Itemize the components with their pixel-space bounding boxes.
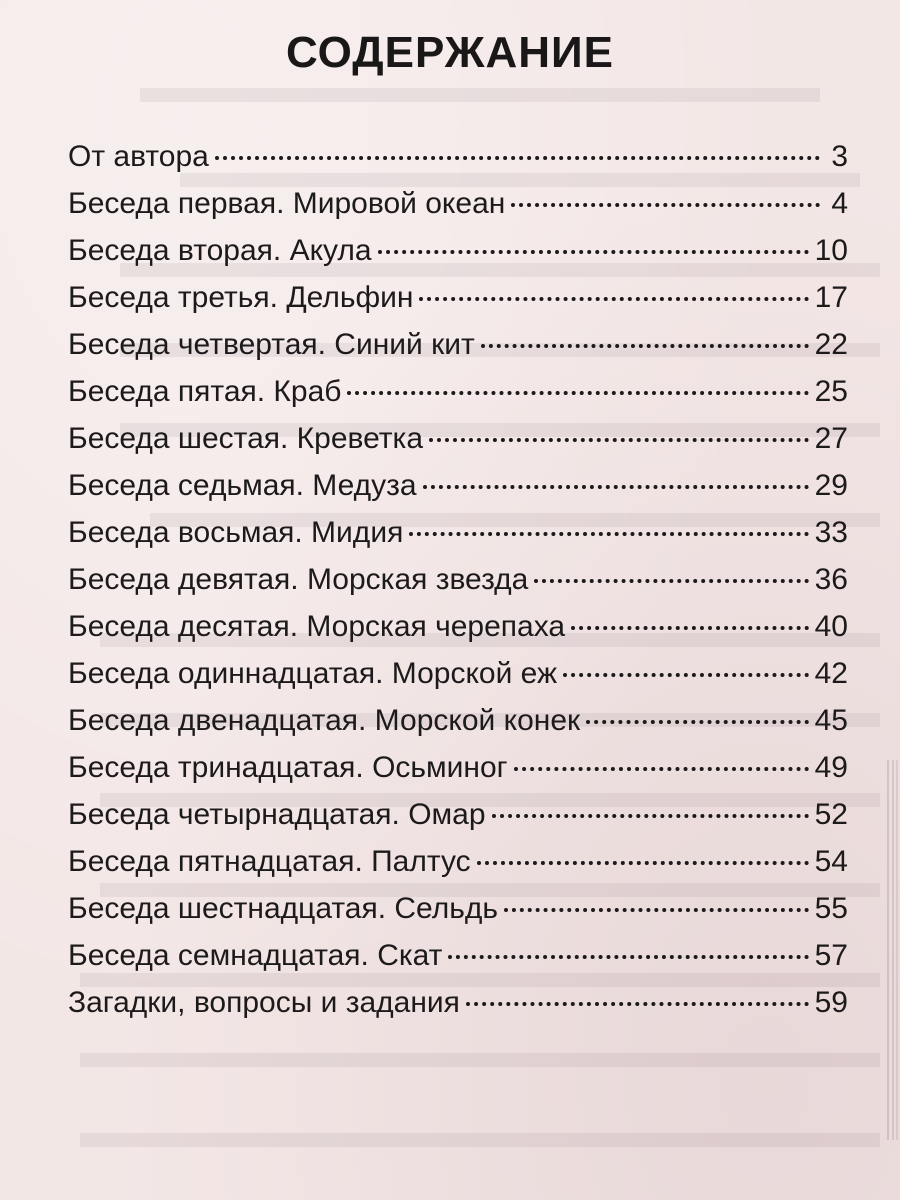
page-edge-shadow [860, 760, 900, 1140]
toc-entry-title: Беседа седьмая. Медуза [68, 469, 417, 502]
toc-page-number: 27 [814, 422, 848, 455]
toc-entry [68, 602, 848, 649]
toc-entry [68, 649, 848, 696]
toc-page-number: 45 [814, 704, 848, 737]
toc-entry-title: Беседа шестнадцатая. Сельдь [68, 892, 499, 925]
dot-leader [466, 972, 809, 1006]
dot-leader [563, 643, 809, 677]
toc-page-number: 29 [814, 469, 848, 502]
toc-entry-title: Беседа четырнадцатая. Омар [68, 798, 486, 831]
toc-entry-title: Беседа шестая. Креветка [68, 422, 424, 455]
toc-entry [68, 179, 848, 226]
toc-entry [68, 461, 848, 508]
toc-entry [68, 790, 848, 837]
dot-leader [347, 361, 808, 395]
toc-page-number: 22 [814, 328, 848, 361]
toc-page-number: 59 [814, 986, 848, 1019]
toc-entry [68, 743, 848, 790]
toc-entry-title: Беседа третья. Дельфин [68, 281, 414, 314]
toc-entry [68, 931, 848, 978]
toc-entry-title: Беседа четвертая. Синий кит [68, 328, 475, 361]
dot-leader [409, 502, 808, 536]
toc-page-number: 3 [831, 140, 848, 173]
dot-leader [571, 596, 809, 630]
toc-page-number: 54 [814, 845, 848, 878]
toc-entry-title: От автора [68, 140, 209, 173]
toc-entry-title: Беседа пятнадцатая. Палтус [68, 845, 471, 878]
toc-entry-title: Беседа одиннадцатая. Морской еж [68, 657, 558, 690]
toc-page-number: 4 [831, 187, 848, 220]
toc-entry-title: Беседа семнадцатая. Скат [68, 939, 443, 972]
toc-page-number: 17 [814, 281, 848, 314]
toc-entry-title: Беседа первая. Мировой океан [68, 187, 506, 220]
toc-entry-title: Загадки, вопросы и задания [68, 986, 460, 1019]
table-of-contents [68, 132, 848, 1025]
toc-entry-title: Беседа тринадцатая. Осьминог [68, 751, 508, 784]
toc-entry-title: Беседа пятая. Краб [68, 375, 342, 408]
dot-leader [423, 455, 809, 489]
page-title: СОДЕРЖАНИЕ [285, 28, 615, 77]
toc-page-number: 42 [814, 657, 848, 690]
dot-leader [419, 267, 808, 301]
toc-page-number: 57 [814, 939, 848, 972]
toc-entry [68, 696, 848, 743]
toc-entry [68, 837, 848, 884]
toc-page-number: 10 [814, 234, 848, 267]
dot-leader [514, 737, 809, 771]
toc-page-number: 40 [814, 610, 848, 643]
toc-entry [68, 884, 848, 931]
toc-entry-title: Беседа восьмая. Мидия [68, 516, 404, 549]
dot-leader [511, 173, 820, 207]
dot-leader [504, 878, 809, 912]
toc-entry [68, 132, 848, 179]
toc-entry [68, 508, 848, 555]
toc-entry [68, 555, 848, 602]
dot-leader [378, 220, 809, 254]
toc-entry [68, 226, 848, 273]
toc-entry-title: Беседа вторая. Акула [68, 234, 372, 267]
dot-leader [534, 549, 808, 583]
toc-entry [68, 414, 848, 461]
dot-leader [586, 690, 808, 724]
toc-page-number: 52 [814, 798, 848, 831]
toc-entry-title: Беседа двенадцатая. Морской конек [68, 704, 581, 737]
dot-leader [429, 408, 809, 442]
toc-page-number: 49 [814, 751, 848, 784]
toc-page-number: 25 [814, 375, 848, 408]
toc-page-number: 33 [814, 516, 848, 549]
dot-leader [448, 925, 808, 959]
dot-leader [477, 831, 809, 865]
toc-entry [68, 367, 848, 414]
dot-leader [492, 784, 809, 818]
toc-entry [68, 273, 848, 320]
toc-entry-title: Беседа девятая. Морская звезда [68, 563, 529, 596]
dot-leader [481, 314, 809, 348]
toc-entry [68, 978, 848, 1025]
dot-leader [215, 126, 820, 160]
toc-entry-title: Беседа десятая. Морская черепаха [68, 610, 566, 643]
toc-page-number: 36 [814, 563, 848, 596]
toc-entry [68, 320, 848, 367]
toc-page-number: 55 [814, 892, 848, 925]
